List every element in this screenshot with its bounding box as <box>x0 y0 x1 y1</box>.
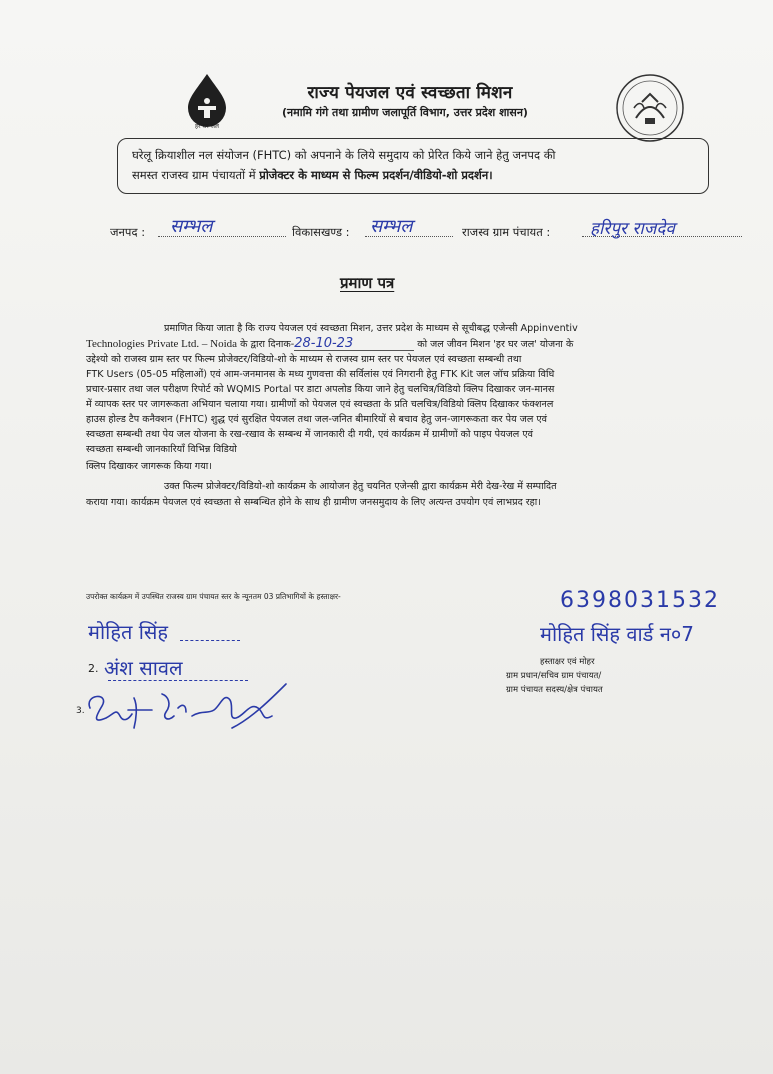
agency-name: Technologies Private Ltd. – Noida <box>86 338 238 350</box>
para1-line-7: हाउस होल्ड टैप कनैक्शन (FHTC) शुद्ध एवं सुरक्षित पेयजल तथा जल-जनित बीमारियों से बचाव हेतु जन-जागरूकता कर पेय जल एवं <box>86 414 548 425</box>
para1-line-4: FTK Users (05-05 महिलाओं) एवं आम-जनमानस के मध्य गुणवत्ता की सर्विलांस एवं निगरानी हेतु FTK Kit जल जॉच प्रक्रिया विधि <box>86 369 555 380</box>
participant-1-signature: मोहित सिंह <box>88 620 169 644</box>
signatory-signature: मोहित सिंह वार्ड न०7 <box>540 622 694 646</box>
program-banner <box>117 138 709 194</box>
district-label: जनपद : <box>110 225 146 239</box>
block-label: विकासखण्ड : <box>292 225 350 239</box>
para1-line-8: स्वच्छता सम्बन्धी तथा पेय जल योजना के रख-रखाव के सम्बन्ध में जानकारी दी गयी, एवं कार्यक्रम में ग्रामीणों को पाइप पेयजल एवं <box>86 429 534 440</box>
para1-line-10: क्लिप दिखाकर जागरूक किया गया। <box>86 461 212 472</box>
para1-line-3: उद्देश्यो को राजस्व ग्राम स्तर पर फिल्म प्रोजेक्टर/विडियो-शो के माध्यम से राजस्व ग्राम स्तर पर पेयजल एवं स्वच्छता सम्बन्धी तथा <box>86 354 522 365</box>
para2-line-2: कराया गया। कार्यक्रम पेयजल एवं स्वच्छता से सम्बन्धित होने के साथ ही ग्रामीण जनसमुदाय के लिए अत्यन्त उपयोग एवं लाभप्रद रहा। <box>86 497 541 508</box>
participant-3-signature-scribble <box>82 678 297 736</box>
signatory-role-line-2: ग्राम पंचायत सदस्य/क्षेत्र पंचायत <box>506 685 603 695</box>
gram-panchayat-value: हरिपुर राजदेव <box>590 219 675 239</box>
participant-2-number: 2. <box>88 662 99 675</box>
signatory-role-line-1: ग्राम प्रधान/सचिव ग्राम पंचायत/ <box>506 671 602 681</box>
para1-line-6: में व्यापक स्तर पर जागरूकता अभियान चलाया गया। ग्रामीणों को पेयजल एवं स्वच्छता के प्रति चलचित्र/विडियो क्लिप दिखाकर फंक्शनल <box>86 399 554 410</box>
para2-line-1: उक्त फिल्म प्रोजेक्टर/विडियो-शो कार्यक्रम के आयोजन हेतु चयनित एजेन्सी द्वारा कार्यक्रम मेरी देख-रेख में सम्पादित <box>164 481 557 492</box>
header-title: राज्य पेयजल एवं स्वच्छता मिशन <box>307 83 513 103</box>
participants-note: उपरोक्त कार्यक्रम में उपस्थित राजस्व ग्राम पंचायत स्तर के न्यूनतम 03 प्रतिभागियों के हस्ताक्षर- <box>86 592 341 601</box>
certificate-title: प्रमाण पत्र <box>340 274 395 292</box>
header-subtitle: (नमामि गंगे तथा ग्रामीण जलापूर्ति विभाग, उत्तर प्रदेश शासन) <box>282 106 528 119</box>
participant-2-signature: अंश सावल <box>104 656 183 680</box>
para1-line-2-tail: को जल जीवन मिशन 'हर घर जल' योजना के <box>414 339 574 350</box>
participant-3-number: 3. <box>76 706 85 716</box>
para1-line-9: स्वच्छता सम्बन्धी जानकारियाँ विभिन्न विडियो <box>86 444 237 455</box>
block-value: सम्भल <box>370 216 413 237</box>
para1-line-5: प्रचार-प्रसार तथा जल परीक्षण रिपोर्ट को WQMIS Portal पर डाटा अपलोड किया जाने हेतु चलचित्र/विडियो क्लिप दिखाकर जन-मानस <box>86 384 555 395</box>
para1-line-2 <box>86 337 722 351</box>
para1-line-1: प्रमाणित किया जाता है कि राज्य पेयजल एवं स्वच्छता मिशन, उत्तर प्रदेश के माध्यम से सूचीबद्ध एजेन्सी Appinventiv <box>164 323 578 334</box>
up-emblem-icon <box>614 72 686 144</box>
banner-line-2 <box>132 165 694 185</box>
participant-1-underline <box>180 640 240 641</box>
sign-seal-label: हस्ताक्षर एवं मोहर <box>540 657 595 667</box>
banner-line-2-text: समस्त राजस्व ग्राम पंचायतों में <box>132 168 260 182</box>
district-value: सम्भल <box>170 216 213 237</box>
har-ghar-jal-logo <box>178 72 236 134</box>
date-value: 28-10-23 <box>294 337 414 351</box>
date-label: के द्वारा दिनाक- <box>237 339 295 350</box>
signatory-phone: 6398031532 <box>560 588 720 613</box>
banner-line-2-bold: प्रोजेक्टर के माध्यम से फिल्म प्रदर्शन/वीडियो-शो प्रदर्शन। <box>259 168 493 182</box>
gram-panchayat-label: राजस्व ग्राम पंचायत : <box>462 225 551 239</box>
logo-caption: हर घर जल <box>195 123 219 130</box>
banner-line-1: घरेलू क्रियाशील नल संयोजन (FHTC) को अपनाने के लिये समुदाय को प्रेरित किये जाने हेतु जनपद की <box>132 148 556 162</box>
